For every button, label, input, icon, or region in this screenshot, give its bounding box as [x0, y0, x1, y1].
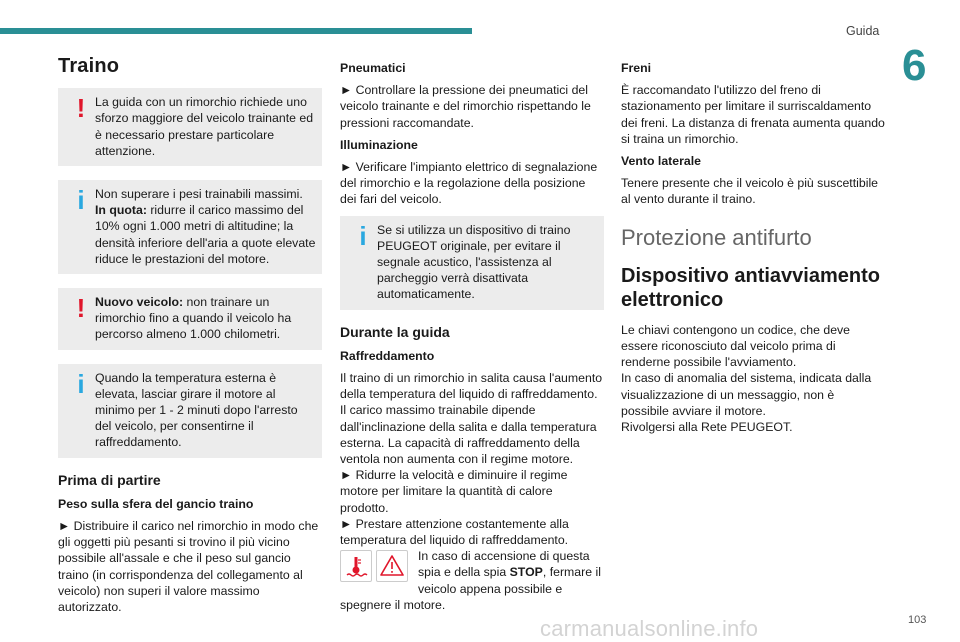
warning-exclamation-icon: ! — [76, 93, 86, 124]
warning-note — [58, 288, 322, 350]
column-left — [58, 56, 322, 621]
subsection-heading: Freni — [621, 61, 652, 75]
paragraph: In caso di anomalia del sistema, indicata dalla visualizzazione di un messaggio, non è possibile avviare il motore. — [621, 371, 872, 418]
note-text: Se si utilizza un dispositivo di traino PEUGEOT originale, per evitare il segnale acustico, l'assistenza al parcheggio verrà disattivata automaticamente. — [377, 222, 571, 302]
paragraph: Rivolgersi alla Rete PEUGEOT. — [621, 420, 793, 435]
coolant-temperature-icon — [340, 550, 372, 582]
header-accent-bar — [0, 28, 472, 34]
chapter-number: 6 — [902, 41, 927, 90]
note-text: Quando la temperatura esterna è elevata, lasciar girare il motore al minimo per 1 - 2 minuti dopo l'arresto del veicolo, per consentirne il raffreddamento. — [95, 370, 298, 450]
subsection-heading: Peso sulla sfera del gancio traino — [58, 496, 254, 511]
paragraph: Tenere presente che il veicolo è più suscettibile al vento durante il traino. — [621, 176, 879, 207]
paragraph: Il carico massimo trainabile dipende dall'inclinazione della salita e dalla temperatura esterna. La capacità di raffreddamento della ventola non aumenta con il regime motore. — [340, 403, 597, 467]
info-icon: i — [77, 368, 85, 399]
watermark: carmanualsonline.info — [540, 616, 759, 641]
note-text: Nuovo veicolo: non trainare un rimorchio fino a quando il veicolo ha percorso almeno 1.000 chilometri. — [95, 295, 292, 342]
paragraph: È raccomandato l'utilizzo del freno di stazionamento per limitare il surriscaldamento dei freni. La distanza di frenata aumenta quando si traina un rimorchio. — [621, 83, 885, 146]
info-icon: i — [77, 185, 85, 216]
paragraph: ► Distribuire il carico nel rimorchio in modo che gli oggetti più pesanti si trovino il più vicino possibile all'assale e che il peso sul gancio traino (in corrispondenza del collegamento al veicolo) non superi il valore massimo autorizzato. — [58, 519, 319, 615]
page-title: Traino — [58, 55, 120, 77]
warning-triangle-icon — [376, 550, 408, 582]
warning-note — [58, 88, 322, 166]
paragraph: Le chiavi contengono un codice, che deve essere riconosciuto dal veicolo prima di renderne possibile l'avviamento. — [621, 322, 851, 370]
paragraph: ► Controllare la pressione dei pneumatici del veicolo trainante e del rimorchio rispettando le pressioni raccomandate. — [340, 83, 591, 130]
paragraph: ► Verificare l'impianto elettrico di segnalazione del rimorchio e la regolazione della posizione dei fari del veicolo. — [340, 160, 598, 207]
column-middle — [340, 56, 604, 613]
note-text: La guida con un rimorchio richiede uno sforzo maggiore del veicolo trainante ed è necessario prestare particolare attenzione. — [95, 95, 314, 158]
section-title: Protezione antifurto — [621, 224, 812, 250]
subsection-heading: Raffreddamento — [340, 348, 435, 363]
subsection-heading: Illuminazione — [340, 137, 418, 152]
section-label: Guida — [846, 24, 880, 38]
info-note — [340, 216, 604, 310]
section-heading: Prima di partire — [58, 471, 161, 488]
info-note — [58, 364, 322, 458]
paragraph: ► Prestare attenzione costantemente alla temperatura del liquido di raffreddamento. — [340, 516, 569, 548]
info-icon: i — [359, 220, 367, 251]
paragraph: In caso di accensione di questa spia e della spia STOP, fermare il veicolo appena possibile e spegnere il motore. — [340, 549, 601, 612]
note-text: Non superare i pesi trainabili massimi. In quota: ridurre il carico massimo del 10% ogni 1.000 metri di altitudine; la densità inferiore dell'aria a quote elevate riduce le prestazioni del motore. — [95, 187, 316, 266]
warning-icons — [340, 550, 412, 582]
section-heading: Durante la guida — [340, 323, 450, 340]
page-number: 103 — [908, 614, 927, 626]
section-heading: Dispositivo antiavviamento elettronico — [621, 264, 880, 311]
warning-exclamation-icon: ! — [76, 293, 86, 324]
subsection-heading: Pneumatici — [340, 61, 406, 75]
info-note — [58, 180, 322, 274]
paragraph: ► Ridurre la velocità e diminuire il regime motore per limitare la quantità di calore prodotto. — [340, 468, 568, 515]
paragraph: Il traino di un rimorchio in salita causa l'aumento della temperatura del liquido di raffreddamento. — [340, 371, 603, 402]
subsection-heading: Vento laterale — [621, 154, 701, 169]
column-right — [621, 56, 885, 435]
